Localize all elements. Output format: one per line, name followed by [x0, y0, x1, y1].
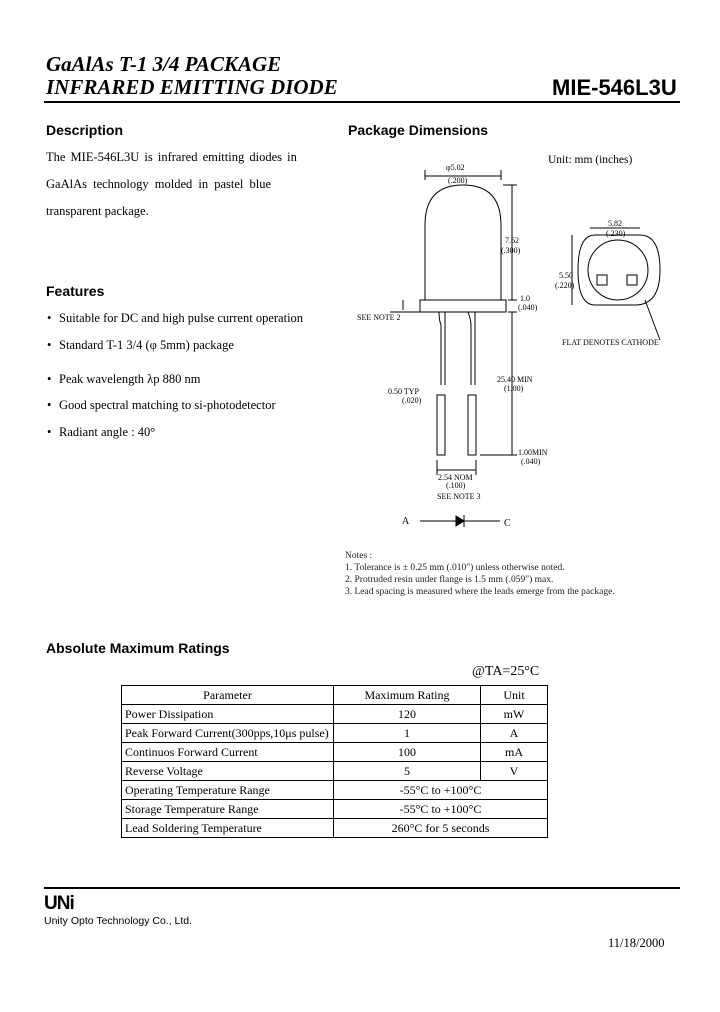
package-drawing [340, 160, 680, 540]
dim-height: 7.62 [505, 236, 519, 245]
value-cell: 100 [334, 743, 481, 762]
dim-side-height: 5.50 [559, 271, 573, 280]
dim-lead-length-in: (1.00) [504, 384, 524, 393]
lead-right [468, 395, 476, 455]
table-row [122, 762, 548, 781]
title-line-1: GaAlAs T-1 3/4 PACKAGE [46, 52, 282, 76]
dim-lead-min: 1.00MIN [518, 448, 548, 457]
note-2: 2. Protruded resin under flange is 1.5 mm (.059") max. [345, 575, 554, 585]
param-cell: Power Dissipation [122, 705, 334, 724]
dim-diameter-in: (.200) [448, 176, 468, 185]
dim-top-width-in: (.230) [606, 229, 626, 238]
param-cell: Lead Soldering Temperature [122, 819, 334, 838]
description-line-2: GaAlAs technology molded in pastel blue [46, 177, 272, 191]
param-cell: Storage Temperature Range [122, 800, 334, 819]
table-header-row [122, 686, 548, 705]
lead-left [437, 395, 445, 455]
unit-cell: mW [481, 705, 548, 724]
dim-top-width: 5.82 [608, 219, 622, 228]
feature-item: • Peak wavelength λp 880 nm [59, 372, 200, 387]
led-body-outline [425, 185, 501, 300]
table-row [122, 781, 548, 800]
table-row [122, 743, 548, 762]
anode-label: A [402, 516, 410, 527]
unit-label: Unit: mm (inches) [548, 154, 633, 166]
description-line-3: transparent package. [46, 204, 149, 218]
description-heading: Description [46, 122, 124, 138]
column-header: Unit [481, 686, 548, 705]
features-heading: Features [46, 283, 105, 299]
company-name: Unity Opto Technology Co., Ltd. [44, 915, 193, 927]
value-cell: 120 [334, 705, 481, 724]
dim-height-in: (.300) [501, 246, 521, 255]
table-row [122, 819, 548, 838]
footer-divider [44, 887, 680, 889]
see-note-3: SEE NOTE 3 [437, 492, 481, 501]
feature-item: • Radiant angle : 40° [59, 425, 155, 440]
ratings-condition: @TA=25°C [472, 664, 540, 679]
document-date: 11/18/2000 [608, 936, 665, 950]
led-flange [420, 300, 506, 312]
dim-lead-min-in: (.040) [521, 457, 541, 466]
title-line-2: INFRARED EMITTING DIODE [46, 75, 338, 99]
feature-item: • Good spectral matching to si-photodetector [59, 398, 276, 413]
param-cell: Reverse Voltage [122, 762, 334, 781]
ratings-heading: Absolute Maximum Ratings [46, 640, 230, 656]
package-heading: Package Dimensions [348, 122, 489, 138]
value-cell: 5 [334, 762, 481, 781]
company-logo: UNi [44, 893, 74, 914]
column-header: Maximum Rating [334, 686, 481, 705]
see-note-2: SEE NOTE 2 [357, 313, 401, 322]
value-cell: 1 [334, 724, 481, 743]
feature-item: • Standard T-1 3/4 (φ 5mm) package [59, 338, 234, 353]
dim-spacing-in: (.100) [446, 481, 466, 490]
notes-title: Notes : [345, 551, 373, 561]
dim-diameter: φ5.02 [446, 163, 465, 172]
feature-item: • Suitable for DC and high pulse current operation [59, 311, 303, 326]
table-row [122, 800, 548, 819]
ratings-table [121, 685, 548, 838]
value-cell: 260°C for 5 seconds [334, 819, 548, 838]
flat-note: FLAT DENOTES CATHODE [562, 338, 659, 347]
value-cell: -55°C to +100°C [334, 800, 548, 819]
table-row [122, 724, 548, 743]
param-cell: Continuos Forward Current [122, 743, 334, 762]
table-row [122, 705, 548, 724]
unit-cell: mA [481, 743, 548, 762]
note-1: 1. Tolerance is ± 0.25 mm (.010") unless otherwise noted. [345, 563, 565, 573]
dim-spacing: 2.54 NOM [438, 473, 473, 482]
column-header: Parameter [122, 686, 334, 705]
unit-cell: V [481, 762, 548, 781]
dim-side-height-in: (.220) [555, 281, 575, 290]
part-number: MIE-546L3U [552, 75, 677, 100]
note-3: 3. Lead spacing is measured where the leads emerge from the package. [345, 587, 615, 597]
dim-lead-square: 0.50 TYP [388, 387, 419, 396]
dim-lead-length: 25.40 MIN [497, 375, 533, 384]
value-cell: -55°C to +100°C [334, 781, 548, 800]
description-line-1: The MIE-546L3U is infrared emitting diodes in [46, 150, 297, 164]
cathode-label: C [504, 518, 511, 529]
dim-flange-in: (.040) [518, 303, 538, 312]
header-divider [44, 101, 680, 103]
dim-lead-square-in: (.020) [402, 396, 422, 405]
param-cell: Operating Temperature Range [122, 781, 334, 800]
param-cell: Peak Forward Current(300pps,10μs pulse) [122, 724, 334, 743]
dim-flange: 1.0 [520, 294, 530, 303]
unit-cell: A [481, 724, 548, 743]
